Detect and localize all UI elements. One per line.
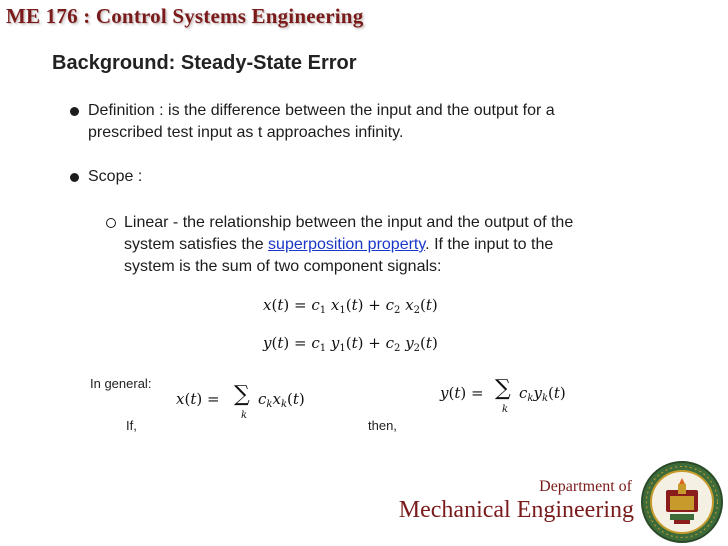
equation-general-input-rhs: $c_kx_k(t)$ bbox=[258, 390, 305, 410]
sub-bullet-linear-line1: Linear - the relationship between the input and the output of the bbox=[124, 214, 574, 231]
summation-index: k bbox=[241, 410, 248, 421]
sub-bullet-linear-line2-end: . If the input to the bbox=[425, 236, 554, 253]
sub-bullet-linear-line3: system is the sum of two component signals: bbox=[124, 258, 442, 275]
bullet-scope-label: Scope : bbox=[88, 168, 143, 185]
equation-general-output-rhs: $c_ky_k(t)$ bbox=[519, 384, 566, 404]
summation-icon: ∑ bbox=[495, 376, 511, 401]
bullet-definition bbox=[70, 100, 690, 144]
course-title: ME 176 : Control Systems Engineering bbox=[6, 4, 364, 28]
summation-icon: ∑ bbox=[234, 382, 250, 407]
equation-general-output bbox=[440, 378, 590, 418]
slide-title: Background: Steady-State Error bbox=[52, 52, 357, 74]
summation-index: k bbox=[502, 404, 509, 415]
bullet-definition-line2: prescribed test input as t approaches infinity. bbox=[88, 124, 404, 141]
sub-bullet-linear bbox=[106, 212, 706, 278]
bullet-definition-line1: Definition : is the difference between the input and the output for a bbox=[88, 102, 555, 119]
bullet-ring-icon bbox=[106, 218, 116, 228]
equation-input-sum: $x(t) = c_1$ $x_1(t) + c_2$ $x_2(t)$ bbox=[263, 296, 438, 316]
engineering-seal-icon bbox=[640, 460, 724, 544]
bullet-scope bbox=[70, 166, 270, 188]
equation-general-input-lhs: x(t) = bbox=[176, 390, 220, 408]
sub-bullet-linear-line2 bbox=[124, 234, 553, 255]
equation-general-input bbox=[176, 384, 326, 424]
then-label: then, bbox=[368, 418, 397, 433]
footer-department-name: Mechanical Engineering bbox=[398, 497, 634, 523]
in-general-label: In general: bbox=[90, 376, 152, 391]
sub-bullet-linear-line2-start: system satisfies the bbox=[124, 236, 269, 253]
bullet-dot-icon bbox=[70, 173, 79, 182]
if-label: If, bbox=[126, 418, 137, 433]
equation-general-output-lhs: y(t) = bbox=[440, 384, 484, 402]
bullet-dot-icon bbox=[70, 107, 79, 116]
equation-output-sum: $y(t) = c_1$ $y_1(t) + c_2$ $y_2(t)$ bbox=[263, 334, 438, 354]
footer-department-of: Department of bbox=[539, 478, 632, 495]
superposition-property-link[interactable]: superposition property bbox=[268, 236, 426, 253]
